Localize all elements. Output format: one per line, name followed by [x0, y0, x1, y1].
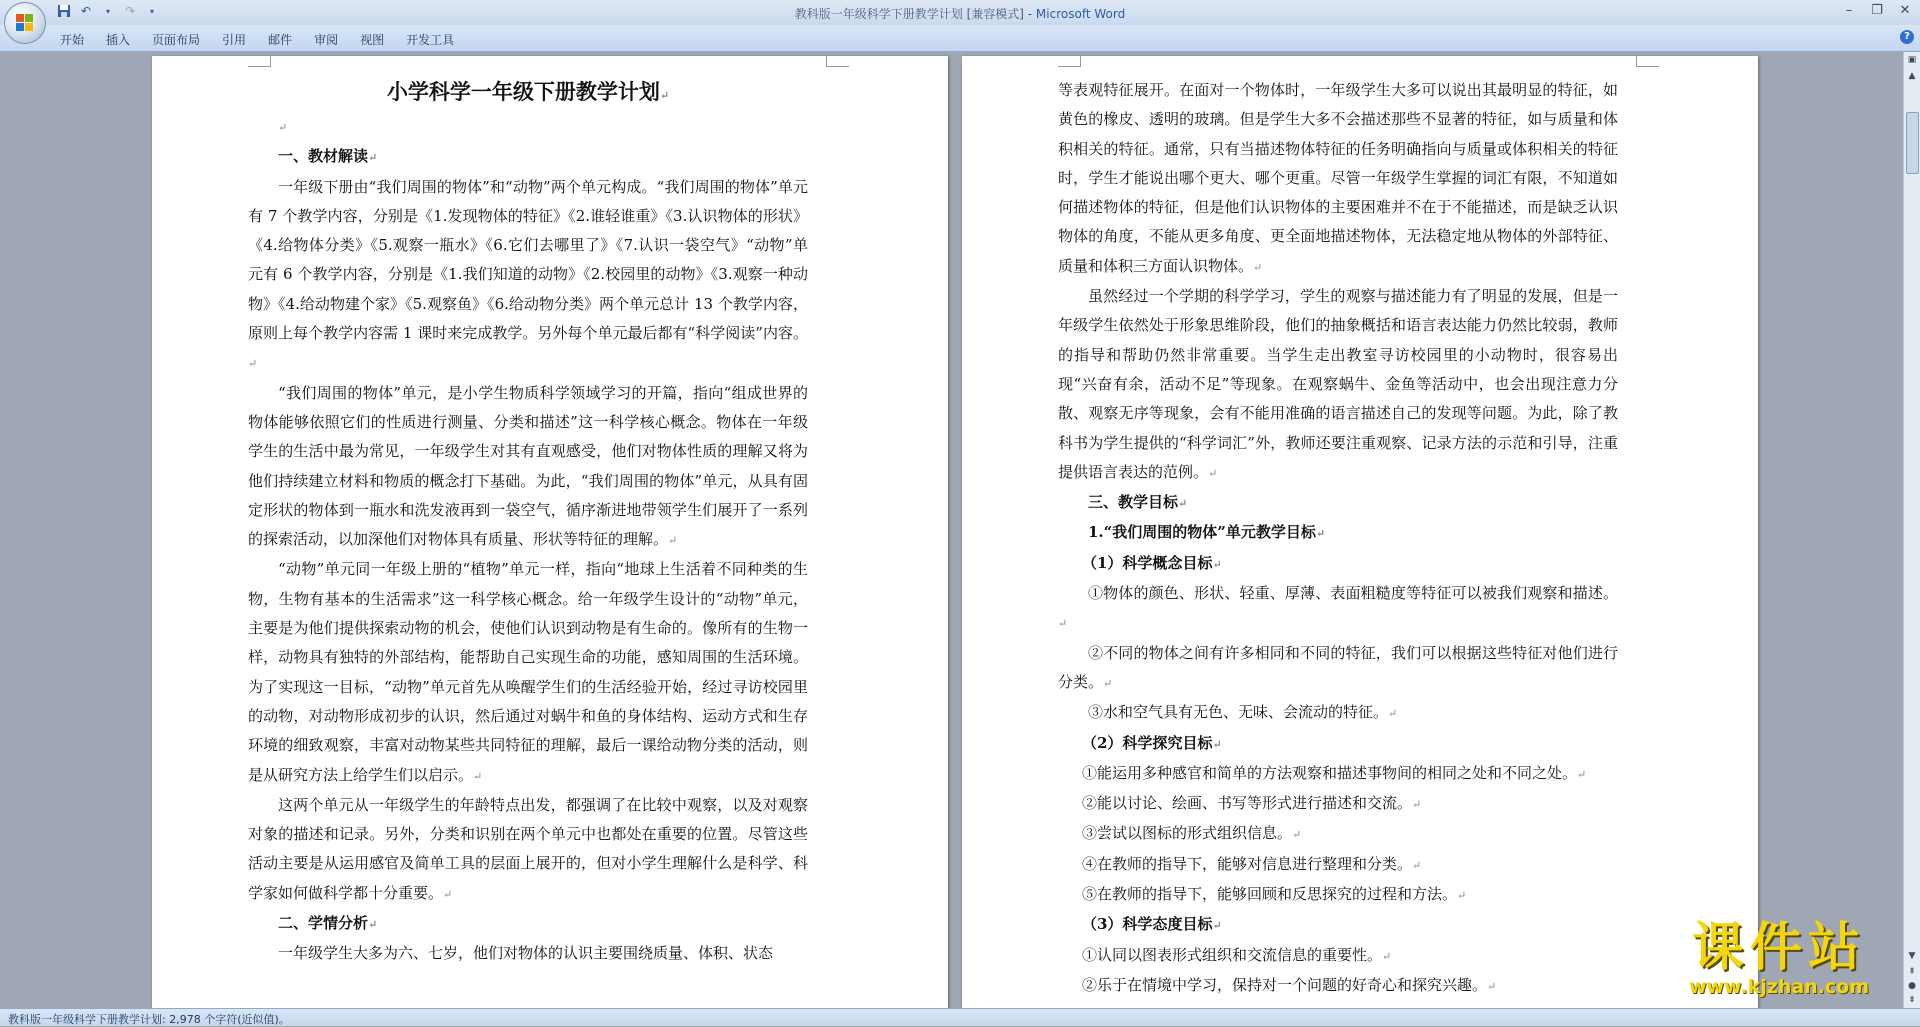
paragraph — [248, 173, 808, 379]
previous-page-icon[interactable]: ⇞ — [1908, 967, 1916, 977]
minimize-icon[interactable]: – — [1845, 3, 1853, 18]
paragraph-mark: ↵ — [473, 769, 483, 783]
page-right — [962, 56, 1758, 1010]
goal-item — [1058, 639, 1618, 699]
page-right-content[interactable] — [1058, 76, 1618, 1001]
customize-qat-icon[interactable]: ▾ — [149, 6, 154, 16]
paragraph-text: 虽然经过一个学期的科学学习，学生的观察与描述能力有了明显的发展，但是一年级学生依然处于形象思维阶段，他们的抽象概括和语言表达能力仍然比较弱，教师的指导和帮助仍然非常重要。当学生走出教室寻访校园里的小动物时，很容易出现“兴奋有余，活动不足”等现象。在观察蜗牛、金鱼等活动中，也会出现注意力分散、观察无序等现象，会有不能用准确的语言描述自己的发现等问题。为此，除了教科书为学生提供的“科学词汇”外，教师还要注重观察、记录方法的示范和引导，注重提供语言表达的范例。 — [1058, 287, 1618, 481]
paragraph — [248, 555, 808, 790]
status-bar — [0, 1008, 1920, 1026]
browse-object-icon[interactable]: ● — [1908, 981, 1916, 991]
tab-home[interactable]: 开始 — [60, 33, 85, 47]
section-heading — [248, 909, 808, 939]
watermark-logo — [1656, 920, 1902, 1000]
undo-dropdown-icon[interactable]: ▾ — [105, 6, 110, 16]
office-logo-icon — [16, 14, 34, 32]
goal-item-text: ③水和空气具有无色、无味、会流动的特征。 — [1088, 703, 1389, 722]
goal-item — [1058, 880, 1618, 910]
goal-item — [1058, 850, 1618, 880]
page-left-content[interactable] — [248, 76, 808, 969]
goal-heading — [1058, 910, 1618, 940]
goal-item-text: ③尝试以图标的形式组织信息。 — [1082, 824, 1293, 843]
document-title: 教科版一年级科学下册教学计划 [兼容模式] - — [794, 7, 1036, 21]
goal-item — [1058, 971, 1618, 1001]
paragraph-text: 一年级下册由“我们周围的物体”和“动物”两个单元构成。“我们周围的物体”单元有 7 个教学内容，分别是《1.发现物体的特征》《2.谁轻谁重》《3.认识物体的形状》《4.给物体分类》《5.观察一瓶水》《6.它们去哪里了》《7.认识一袋空气》“动物”单元有 6 个教学内容，分别是《1.我们知道的动物》《2.校园里的动物》《3.观察一种动物》《4.给动物建个家》《5.观察鱼》《6.给动物分类》两个单元总计 13 个教学内容，原则上每个教学内容需 1 课时来完成教学。另外每个单元最后都有“科学阅读”内容。 — [248, 177, 808, 343]
tab-references[interactable]: 引用 — [222, 33, 247, 47]
paragraph-mark: ↵ — [278, 121, 288, 134]
goal-item-text: ⑤在教师的指导下，能够回顾和反思探究的过程和方法。 — [1082, 885, 1458, 904]
scroll-down-icon[interactable]: ▼ — [1908, 951, 1916, 961]
goal-heading-text: （1）科学概念目标 — [1082, 553, 1213, 572]
undo-icon[interactable]: ↶ — [80, 4, 92, 18]
window-controls — [1840, 2, 1914, 20]
section-heading-text: 三、教学目标 — [1088, 493, 1179, 512]
paragraph-mark: ↵ — [368, 918, 378, 932]
ribbon-tabs — [52, 29, 468, 50]
scrollbar-thumb[interactable] — [1906, 112, 1919, 174]
paragraph-mark: ↵ — [248, 357, 258, 371]
tab-view[interactable]: 视图 — [360, 33, 385, 47]
paragraph-mark: ↵ — [1412, 858, 1422, 872]
empty-paragraph — [248, 112, 808, 142]
goal-item — [1058, 819, 1618, 849]
section-heading — [1058, 488, 1618, 518]
tab-review[interactable]: 审阅 — [314, 33, 339, 47]
paragraph-mark: ↵ — [1292, 828, 1302, 842]
paragraph-mark: ↵ — [443, 887, 453, 901]
paragraph-mark: ↵ — [1577, 767, 1587, 781]
tab-developer[interactable]: 开发工具 — [406, 33, 455, 47]
crop-mark — [826, 56, 849, 67]
scroll-up-icon[interactable]: ▲ — [1908, 71, 1916, 81]
goal-item-text: ②不同的物体之间有许多相同和不同的特征，我们可以根据这些特征对他们进行分类。 — [1058, 643, 1618, 691]
next-page-icon[interactable]: ⇟ — [1908, 995, 1916, 1005]
ribbon — [0, 25, 1920, 52]
paragraph-mark: ↵ — [1212, 557, 1222, 571]
watermark-url: www.kjzhan.com — [1688, 976, 1870, 998]
goal-item-text: ②乐于在情境中学习，保持对一个问题的好奇心和探究兴趣。 — [1082, 975, 1488, 994]
paragraph-text: 这两个单元从一年级学生的年龄特点出发，都强调了在比较中观察，以及对观察对象的描述和记录。另外，分类和识别在两个单元中也都处在重要的位置。尽管这些活动主要是从运用感官及简单工具的层面上展开的，但对小学生理解什么是科学、科学家如何做科学都十分重要。 — [248, 795, 808, 902]
tab-page-layout[interactable]: 页面布局 — [152, 33, 201, 47]
paragraph-mark: ↵ — [1457, 889, 1467, 903]
paragraph-text: “我们周围的物体”单元，是小学生物质科学领域学习的开篇，指向“组成世界的物体能够依照它们的性质进行测量、分类和描述”这一科学核心概念。物体在一年级学生的生活中最为常见，一年级学生对其有直观感受，他们对物体性质的理解又将为他们持续建立材料和物质的概念打下基础。为此，“我们周围的物体”单元，从具有固定形状的物体到一瓶水和洗发液再到一袋空气，循序渐进地带领学生们展开了一系列的探索活动，以加深他们对物体具有质量、形状等特征的理解。 — [248, 383, 808, 549]
paragraph-mark: ↵ — [1382, 949, 1392, 963]
redo-icon[interactable]: ↷ — [124, 4, 136, 18]
paragraph-mark: ↵ — [1487, 979, 1497, 993]
goal-item-text: ①能运用多种感官和简单的方法观察和描述事物间的相同之处和不同之处。 — [1082, 763, 1578, 782]
section-heading-text: 二、学情分析 — [278, 914, 369, 933]
paragraph-mark: ↵ — [1208, 466, 1218, 480]
paragraph-mark: ↵ — [1388, 707, 1398, 721]
goal-item-text: ②能以讨论、绘画、书写等形式进行描述和交流。 — [1082, 794, 1413, 813]
paragraph-mark: ↵ — [1412, 798, 1422, 812]
close-icon[interactable]: ✕ — [1899, 3, 1911, 18]
paragraph-mark: ↵ — [659, 89, 670, 102]
window-title — [0, 5, 1920, 22]
title-bar — [0, 0, 1920, 25]
paragraph-text: “动物”单元同一年级上册的“植物”单元一样，指向“地球上生活着不同种类的生物，生物有基本的生活需求”这一科学核心概念。给一年级学生设计的“动物”单元，主要是为他们提供探索动物的机会，使他们认识到动物是有生命的。像所有的生物一样，动物具有独特的外部结构，能帮助自己实现生命的功能，感知周围的生活环境。为了实现这一目标，“动物”单元首先从唤醒学生们的生活经验开始，经过寻访校园里的动物，对动物形成初步的认识，然后通过对蜗牛和鱼的身体结构、运动方式和生存环境的细致观察，丰富对动物某些共同特征的理解，最后一课给动物分类的活动，则是从研究方法上给学生们以启示。 — [248, 560, 808, 784]
paragraph — [248, 379, 808, 556]
goal-item-text: ①物体的颜色、形状、轻重、厚薄、表面粗糙度等特征可以被我们观察和描述。 — [1088, 584, 1618, 603]
paragraph-mark: ↵ — [1315, 527, 1326, 541]
section-heading — [248, 142, 808, 172]
paragraph-mark: ↵ — [1212, 737, 1222, 751]
goal-item — [1058, 759, 1618, 789]
paragraph-mark: ↵ — [1058, 617, 1068, 631]
goal-item — [1058, 789, 1618, 819]
office-button[interactable] — [4, 2, 46, 44]
page-left — [152, 56, 948, 1010]
paragraph — [248, 791, 808, 909]
restore-icon[interactable]: ❐ — [1871, 3, 1883, 18]
goal-item — [1058, 579, 1618, 639]
paragraph — [1058, 76, 1618, 282]
watermark-text: 课件站 — [1691, 918, 1866, 978]
goal-item-text: ①认同以图表形式组织和交流信息的重要性。 — [1082, 945, 1383, 964]
paragraph-mark: ↵ — [1178, 497, 1188, 511]
paragraph-mark: ↵ — [1253, 260, 1263, 274]
goal-item — [1058, 941, 1618, 971]
paragraph-text: 等表观特征展开。在面对一个物体时，一年级学生大多可以说出其最明显的特征，如黄色的橡皮、透明的玻璃。但是学生大多不会描述那些不显著的特征，如与质量和体积相关的特征。通常，只有当描述物体特征的任务明确指向与质量或体积相关的特征时，学生才能说出哪个更大、哪个更重。尽管一年级学生掌握的词汇有限，不知道如何描述物体的特征，但是他们认识物体的主要困难并不在于不能描述，而是缺乏认识物体的角度，不能从更多角度、更全面地描述物体，无法稳定地从物体的外部特征、质量和体积三方面认识物体。 — [1058, 81, 1618, 275]
tab-insert[interactable]: 插入 — [106, 33, 131, 47]
goal-item-text: ④在教师的指导下，能够对信息进行整理和分类。 — [1082, 854, 1413, 873]
heading-text: 小学科学一年级下册教学计划 — [386, 79, 660, 104]
section-heading-text: 一、教材解读 — [278, 147, 369, 166]
crop-mark — [248, 56, 271, 67]
document-heading — [248, 76, 808, 112]
subsection-heading-text: 1.“我们周围的物体”单元教学目标 — [1088, 523, 1316, 542]
crop-mark — [1058, 56, 1081, 67]
help-icon[interactable]: ? — [1900, 30, 1914, 44]
paragraph-text: 一年级学生大多为六、七岁，他们对物体的认识主要围绕质量、体积、状态 — [278, 944, 774, 963]
paragraph-mark: ↵ — [668, 534, 678, 548]
document-workspace — [0, 52, 1904, 1010]
ruler-toggle-icon[interactable]: ▣ — [1907, 55, 1917, 65]
vertical-scrollbar[interactable] — [1903, 52, 1920, 1010]
goal-item — [1058, 698, 1618, 728]
goal-heading-text: （3）科学态度目标 — [1082, 915, 1213, 934]
paragraph-mark: ↵ — [1212, 919, 1222, 933]
paragraph-mark: ↵ — [368, 151, 378, 165]
goal-heading — [1058, 729, 1618, 759]
app-name: Microsoft Word — [1035, 7, 1126, 21]
goal-heading-text: （2）科学探究目标 — [1082, 733, 1213, 752]
crop-mark — [1636, 56, 1659, 67]
goal-heading — [1058, 549, 1618, 579]
paragraph — [248, 939, 808, 968]
paragraph-mark: ↵ — [1103, 676, 1113, 690]
subsection-heading — [1058, 518, 1618, 548]
status-word-count[interactable]: 教科版一年级科学下册教学计划: 2,978 个字符(近似值)。 — [8, 1013, 290, 1026]
paragraph — [1058, 282, 1618, 488]
tab-mailings[interactable]: 邮件 — [268, 33, 293, 47]
